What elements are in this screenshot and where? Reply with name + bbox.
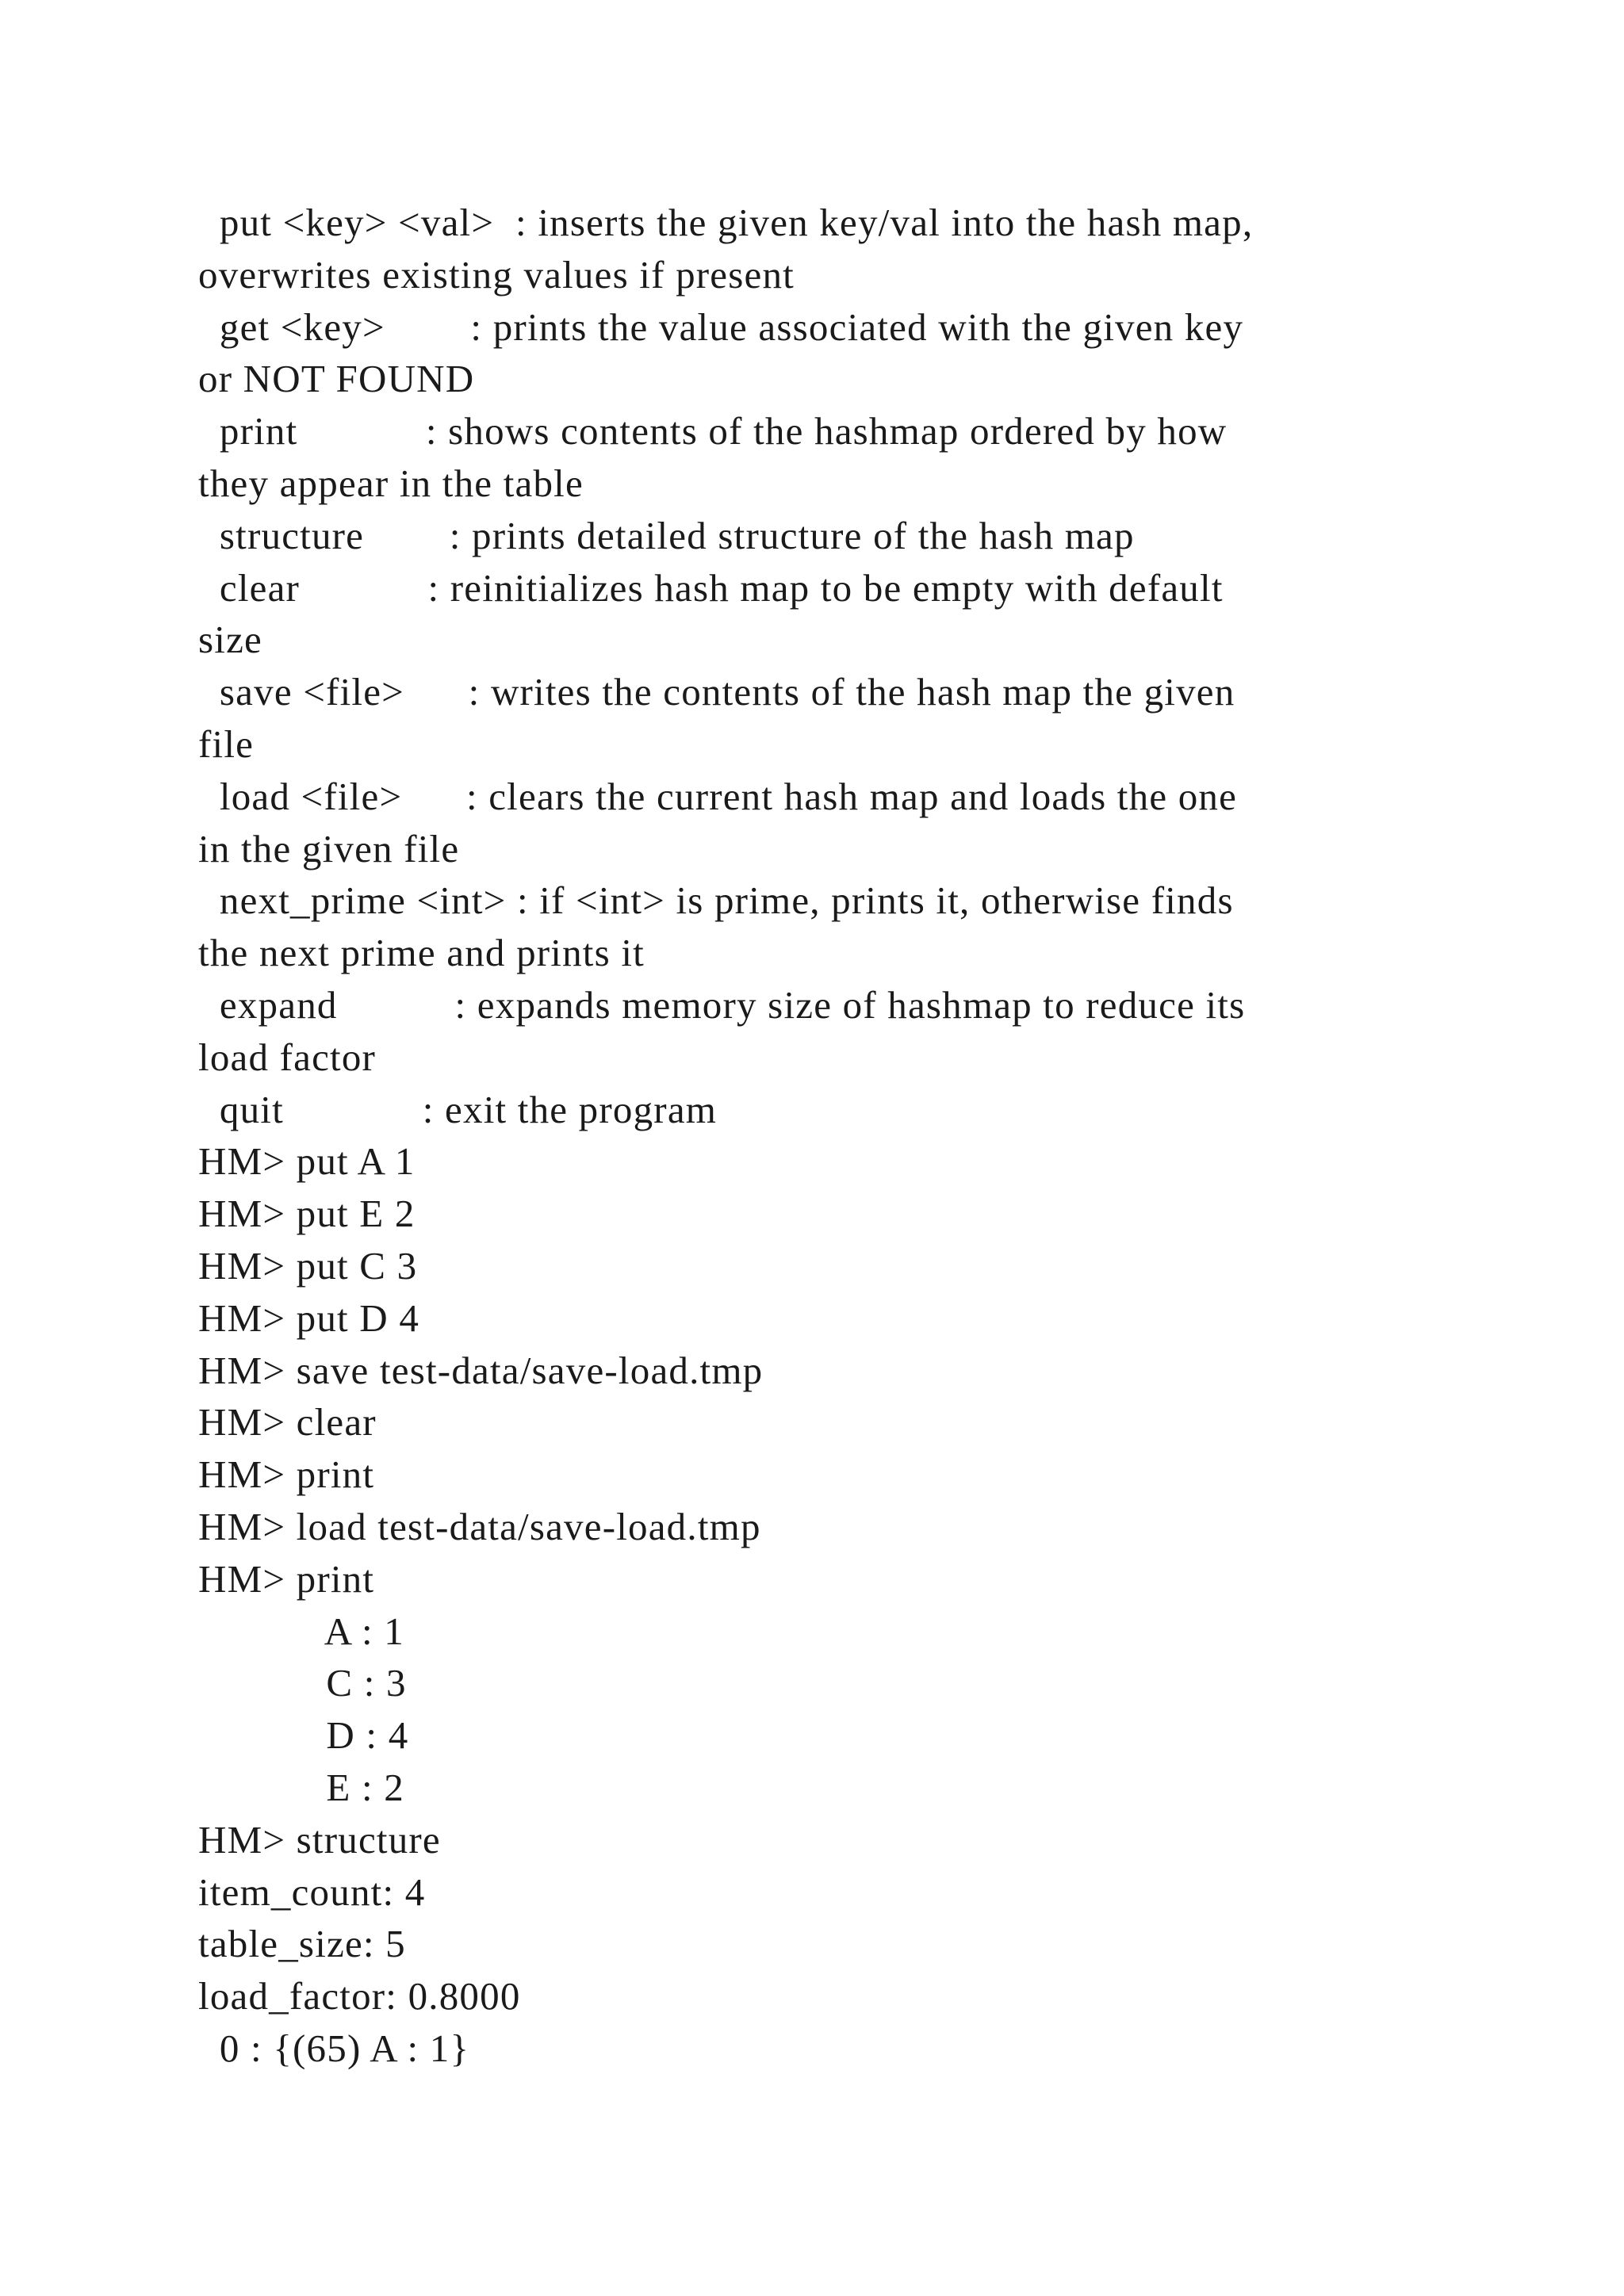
text-line: E : 2 bbox=[198, 1765, 404, 1809]
text-line: D : 4 bbox=[198, 1713, 409, 1758]
text-line: table_size: 5 bbox=[198, 1922, 406, 1966]
text-line: HM> put D 4 bbox=[198, 1295, 420, 1340]
text-line: the next prime and prints it bbox=[198, 931, 645, 975]
text-line: HM> clear bbox=[198, 1400, 377, 1445]
text-line: item_count: 4 bbox=[198, 1869, 426, 1914]
text-line: they appear in the table bbox=[198, 461, 584, 505]
text-line: or NOT FOUND bbox=[198, 357, 475, 401]
text-line: save <file> : writes the contents of the hash map the given bbox=[198, 670, 1235, 714]
text-line: clear : reinitializes hash map to be empty with default bbox=[198, 565, 1224, 610]
text-line: in the given file bbox=[198, 826, 460, 871]
text-line: 0 : {(65) A : 1} bbox=[198, 2026, 470, 2070]
text-line: HM> print bbox=[198, 1452, 375, 1497]
text-line: quit : exit the program bbox=[198, 1087, 718, 1131]
text-line: load factor bbox=[198, 1035, 377, 1079]
text-line: size bbox=[198, 618, 262, 662]
text-line: C : 3 bbox=[198, 1661, 407, 1705]
text-line: load <file> : clears the current hash map and loads the one bbox=[198, 774, 1238, 818]
text-line: HM> put A 1 bbox=[198, 1139, 416, 1184]
text-line: put <key> <val> : inserts the given key/val into the hash map, bbox=[198, 201, 1254, 244]
text-line: HM> structure bbox=[198, 1817, 441, 1862]
terminal-output-text bbox=[198, 197, 1435, 2075]
text-line: HM> print bbox=[198, 1556, 375, 1601]
text-line: HM> put C 3 bbox=[198, 1243, 418, 1288]
text-line: HM> load test-data/save-load.tmp bbox=[198, 1504, 761, 1548]
text-line: file bbox=[198, 721, 255, 766]
text-line: HM> save test-data/save-load.tmp bbox=[198, 1348, 764, 1392]
text-line: HM> put E 2 bbox=[198, 1192, 416, 1236]
text-line: print : shows contents of the hashmap ordered by how bbox=[198, 409, 1228, 453]
text-line: load_factor: 0.8000 bbox=[198, 1974, 521, 2019]
text-line: expand : expands memory size of hashmap to reduce its bbox=[198, 982, 1246, 1027]
text-line: get <key> : prints the value associated with the given key bbox=[198, 304, 1244, 349]
text-line: structure : prints detailed structure of the hash map bbox=[198, 513, 1135, 557]
text-line: A : 1 bbox=[198, 1609, 404, 1653]
text-line: overwrites existing values if present bbox=[198, 252, 795, 297]
text-line: next_prime <int> : if <int> is prime, prints it, otherwise finds bbox=[198, 878, 1234, 923]
